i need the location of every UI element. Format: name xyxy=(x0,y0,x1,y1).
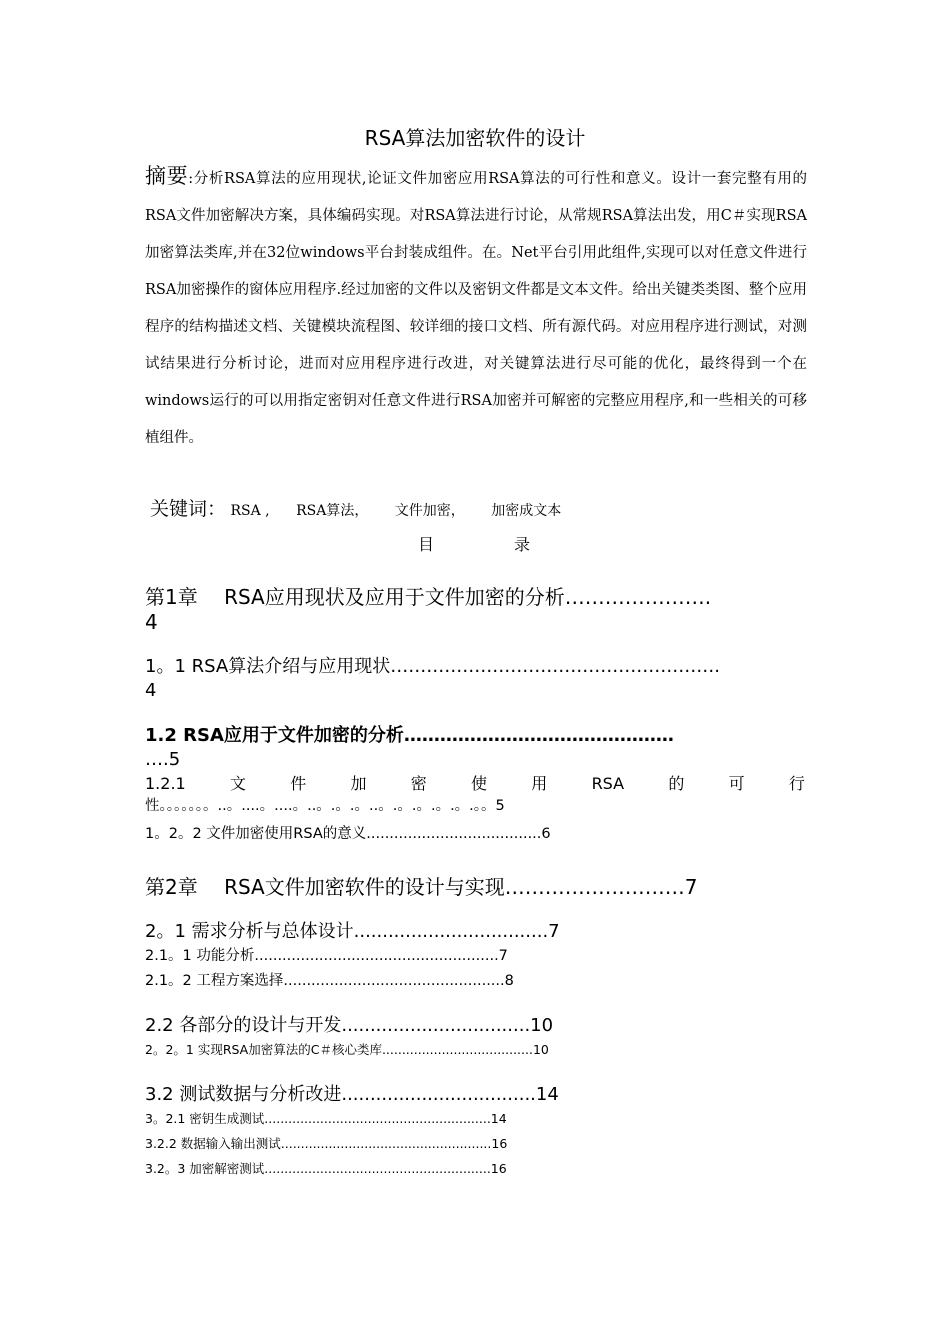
toc-entry-text: 1.2 RSA应用于文件加密的分析……………………………………… xyxy=(145,725,674,746)
toc-entry-3-2-1[interactable] xyxy=(145,1109,805,1129)
toc-word: 使 xyxy=(471,774,488,793)
document-title: RSA算法加密软件的设计 xyxy=(364,126,586,150)
toc-word: 用 xyxy=(531,774,548,793)
toc-entry-text: 1。2。2 文件加密使用RSA的意义......................................6 xyxy=(145,826,551,842)
toc-entry-text: 第1章 RSA应用现状及应用于文件加密的分析…………………. xyxy=(145,585,712,609)
toc-heading-right: 录 xyxy=(514,535,531,554)
keyword-item: 加密成文本 xyxy=(491,503,562,519)
abstract-text: :分析RSA算法的应用现状,论证文件加密应用RSA算法的可行性和意义。设计一套完整有用的RSA文件加密解决方案，具体编码实现。对RSA算法进行讨论，从常规RSA算法出发，用C＃实现RSA加密算法类库,并在32位windows平台封装成组件。在。Net平台引用此组件,实现可以对任意文件进行RSA加密操作的窗体应用程序.经过加密的文件以及密钥文件都是文本文件。给出关键类类图、整个应用程序的结构描述文档、关键模块流程图、较详细的接口文档、所有源代码。对应用程序进行测试，对测试结果进行分析讨论，进而对应用程序进行改进，对关键算法进行尽可能的优化，最终得到一个在windows运行的可以用指定密钥对任意文件进行RSA加密并可解密的完整应用程序,和一些相关的可移植组件。 xyxy=(145,171,807,446)
toc-entry-1-2[interactable] xyxy=(145,724,805,772)
abstract-paragraph xyxy=(145,158,807,457)
toc-entry-text-spread xyxy=(145,773,805,795)
toc-word: 件 xyxy=(290,774,307,793)
keywords-line xyxy=(150,494,583,521)
toc-entry-text: 3.2 测试数据与分析改进..................................14 xyxy=(145,1084,559,1105)
keywords-label: 关键词： xyxy=(150,498,227,520)
toc-entry-3-2-2[interactable] xyxy=(145,1134,805,1154)
toc-entry-1-2-1[interactable] xyxy=(145,773,805,817)
toc-entry-text: 2.2 各部分的设计与开发.................................10 xyxy=(145,1015,554,1036)
toc-word: 行 xyxy=(788,774,805,793)
toc-entry-text: 2。2。1 实现RSA加密算法的C＃核心类库......................................10 xyxy=(145,1042,549,1057)
toc-entry-1-2-2[interactable] xyxy=(145,823,805,845)
toc-entry-text: 2.1。1 功能分析.....................................................7 xyxy=(145,948,508,964)
toc-word: 1.2.1 xyxy=(145,774,186,793)
toc-entry-1-1[interactable] xyxy=(145,655,805,703)
keyword-item: RSA算法， xyxy=(296,503,369,519)
toc-word: 的 xyxy=(668,774,685,793)
toc-entry-3-2[interactable] xyxy=(145,1083,805,1107)
toc-entry-text: 第2章 RSA文件加密软件的设计与实现………………………7 xyxy=(145,875,698,899)
abstract-label: 摘要 xyxy=(145,164,189,188)
toc-entry-ch1[interactable] xyxy=(145,585,805,635)
toc-entry-page: ….5 xyxy=(145,749,181,770)
toc-entry-text: 1。1 RSA算法介绍与应用现状………………………………………………. xyxy=(145,656,720,677)
toc-word: RSA xyxy=(591,774,625,793)
toc-entry-page: 4 xyxy=(145,610,158,634)
toc-entry-2-1-2[interactable] xyxy=(145,970,805,992)
keyword-item: RSA , xyxy=(230,503,270,519)
toc-entry-ch2[interactable] xyxy=(145,875,805,900)
toc-entry-text: 2.1。2 工程方案选择................................................8 xyxy=(145,973,514,989)
toc-entry-2-1[interactable] xyxy=(145,920,805,944)
toc-heading-left: 目 xyxy=(418,535,435,554)
toc-word: 可 xyxy=(728,774,745,793)
keyword-item: 文件加密， xyxy=(394,503,465,519)
toc-entry-text: 3。2.1 密钥生成测试.........................................................14 xyxy=(145,1111,507,1126)
toc-entry-3-2-3[interactable] xyxy=(145,1159,805,1179)
toc-entry-text: 2。1 需求分析与总体设计..................................7 xyxy=(145,921,560,942)
toc-entry-text: 3.2.2 数据输入输出测试.....................................................16 xyxy=(145,1136,508,1151)
toc-entry-2-2[interactable] xyxy=(145,1014,805,1038)
toc-entry-text: 3.2。3 加密解密测试.........................................................16 xyxy=(145,1161,507,1176)
toc-entry-tail: 性。。。。。。。..。....。....。..。.。.。..。.。.。.。.。.。。5 xyxy=(145,798,505,814)
toc-word: 文 xyxy=(229,774,246,793)
toc-entry-page: 4 xyxy=(145,680,157,701)
toc-word: 加 xyxy=(350,774,367,793)
toc-entry-2-1-1[interactable] xyxy=(145,945,805,967)
toc-word: 密 xyxy=(410,774,427,793)
toc-heading xyxy=(418,532,530,555)
toc-entry-2-2-1[interactable] xyxy=(145,1040,805,1060)
